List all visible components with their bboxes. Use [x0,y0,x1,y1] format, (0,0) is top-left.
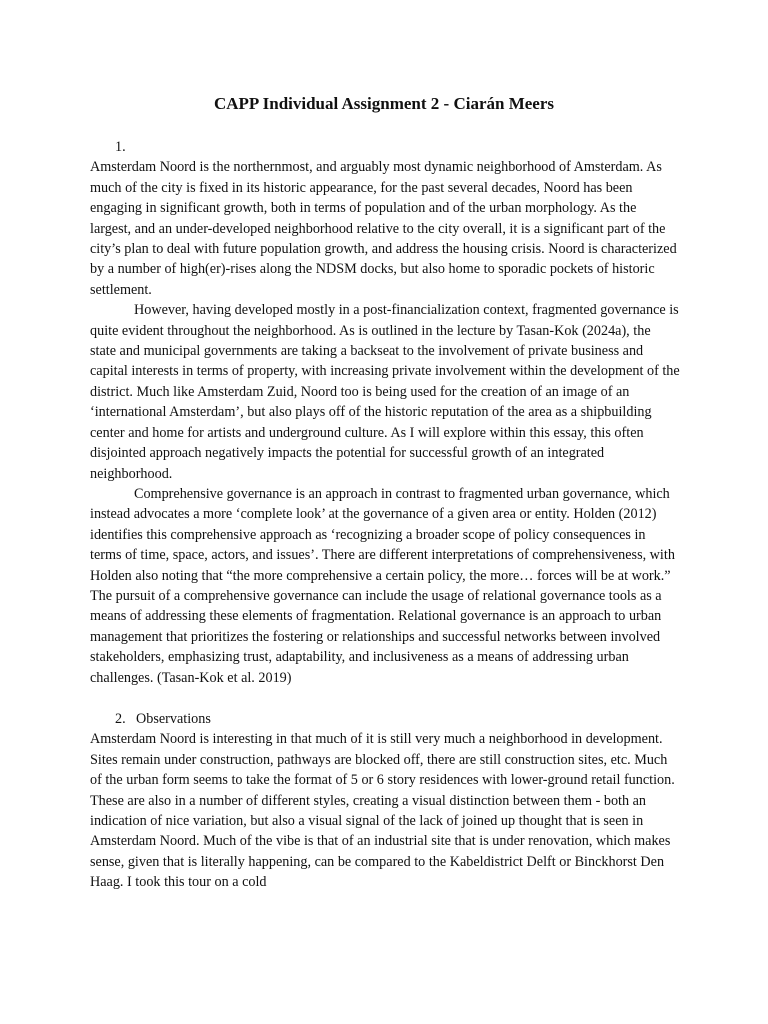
section-2-heading [90,709,680,729]
section-spacer [90,688,680,709]
section-1-heading [90,137,680,157]
page-title: CAPP Individual Assignment 2 - Ciarán Meers [213,94,555,113]
section-2-paragraph-1: Amsterdam Noord is interesting in that much of it is still very much a neighborhood in development. Sites remain under construction, pathways are blocked off, there are still construction sites, etc. Much of the urban form seems to take the format of 5 or 6 story residences with lower-ground retail function. These are also in a number of different styles, creating a visual distinction between them - both an indication of nice variation, but also a visual signal of the lack of joined up thought that is seen in Amsterdam Noord. Much of the vibe is that of an industrial site that is under renovation, which makes sense, given that is literally happening, can be compared to the Kabeldistrict Delft or Binckhorst Den Haag. I took this tour on a cold [90,731,675,891]
section-2-number: 2. [115,710,126,727]
document-body [90,137,680,893]
section-1-paragraph-2: However, having developed mostly in a post-financialization context, fragmented governance is quite evident throughout the neighborhood. As is outlined in the lecture by Tasan-Kok (2024a), the state and municipal governments are taking a backseat to the involvement of private business and capital interests in terms of property, with increasing private involvement within the development of the district. Much like Amsterdam Zuid, Noord too is being used for the creation of an image of an ‘international Amsterdam’, but also plays off of the historic reputation of the area as a shipbuilding center and home for artists and underground culture. As I will explore within this essay, this often disjointed approach negatively impacts the potential for successful growth of an integrated neighborhood. [90,302,680,482]
section-2-title: Observations [136,710,211,727]
section-1-number: 1. [115,139,126,155]
section-1-paragraph-3: Comprehensive governance is an approach in contrast to fragmented urban governance, which instead advocates a more ‘complete look’ at the governance of a given area or entity. Holden (2012) identifies this comprehensive approach as ‘recognizing a broader scope of policy consequences in terms of time, space, actors, and issues’. There are different interpretations of comprehensiveness, with Holden also noting that “the more comprehensive a certain policy, the more… forces will be at work.” The pursuit of a comprehensive governance can include the usage of relational governance tools as a means of addressing these elements of fragmentation. Relational governance is an approach to urban management that prioritizes the fostering or relationships and successful networks between involved stakeholders, emphasizing trust, adaptability, and inclusiveness as a means of addressing urban challenges. (Tasan-Kok et al. 2019) [90,485,675,686]
section-1-paragraph-1: Amsterdam Noord is the northernmost, and arguably most dynamic neighborhood of Amsterdam. As much of the city is fixed in its historic appearance, for the past several decades, Noord has been engaging in significant growth, both in terms of population and of the urban morphology. As the largest, and an under-developed neighborhood relative to the city overall, it is a significant part of the city’s plan to deal with future population growth, and address the housing crisis. Noord is characterized by a number of high(er)-rises along the NDSM docks, but also home to sporadic pockets of historic settlement. [90,159,677,298]
